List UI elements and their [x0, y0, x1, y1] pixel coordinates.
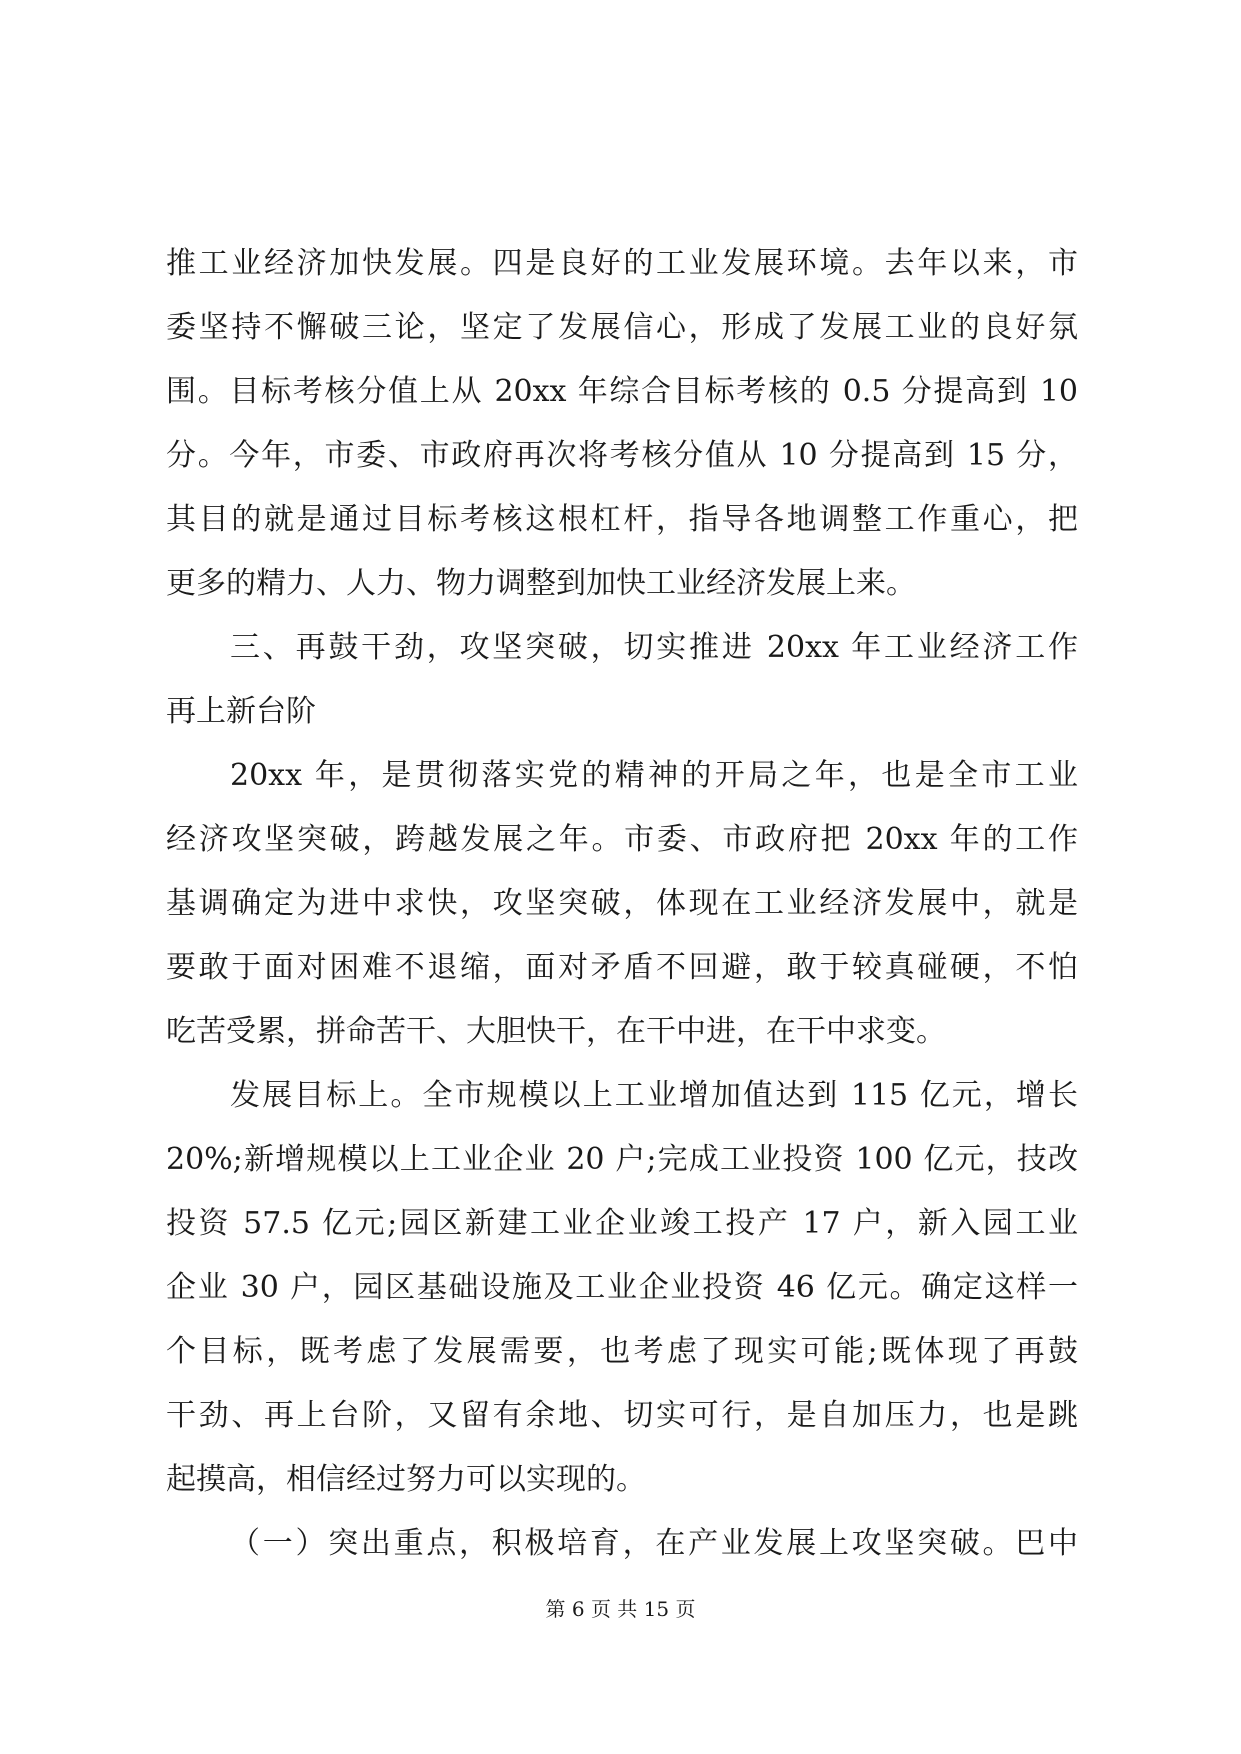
- page-number: 第 6 页 共 15 页: [545, 1597, 696, 1621]
- text-line: 干劲、再上台阶，又留有余地、切实可行，是自加压力，也是跳: [166, 1398, 1078, 1433]
- text-line: 要敢于面对困难不退缩，面对矛盾不回避，敢于较真碰硬，不怕: [166, 950, 1078, 985]
- text-line: 推工业经济加快发展。四是良好的工业发展环境。去年以来，市: [166, 246, 1078, 281]
- text-line: 委坚持不懈破三论，坚定了发展信心，形成了发展工业的良好氛: [166, 310, 1078, 345]
- section-heading-line: 再上新台阶: [166, 694, 316, 729]
- text-line: 其目的就是通过目标考核这根杠杆，指导各地调整工作重心，把: [166, 502, 1078, 537]
- text-line: 经济攻坚突破，跨越发展之年。市委、市政府把 20xx 年的工作: [166, 822, 1078, 857]
- text-line: 分。今年，市委、市政府再次将考核分值从 10 分提高到 15 分，: [166, 438, 1078, 473]
- text-line: 吃苦受累，拼命苦干、大胆快干，在干中进，在干中求变。: [166, 1014, 946, 1049]
- text-line: 20%;新增规模以上工业企业 20 户;完成工业投资 100 亿元，技改: [166, 1142, 1078, 1177]
- body-text: [166, 232, 1078, 1576]
- text-line: 投资 57.5 亿元;园区新建工业企业竣工投产 17 户，新入园工业: [166, 1206, 1078, 1241]
- text-line: 围。目标考核分值上从 20xx 年综合目标考核的 0.5 分提高到 10: [166, 374, 1078, 409]
- text-line: 个目标，既考虑了发展需要，也考虑了现实可能;既体现了再鼓: [166, 1334, 1078, 1369]
- text-line: 企业 30 户，园区基础设施及工业企业投资 46 亿元。确定这样一: [166, 1270, 1078, 1305]
- text-line: 起摸高，相信经过努力可以实现的。: [166, 1462, 646, 1497]
- text-line: 发展目标上。全市规模以上工业增加值达到 115 亿元，增长: [230, 1078, 1078, 1113]
- section-heading-line: 三、再鼓干劲，攻坚突破，切实推进 20xx 年工业经济工作: [230, 630, 1078, 665]
- text-line: （一）突出重点，积极培育，在产业发展上攻坚突破。巴中: [230, 1526, 1078, 1561]
- text-line: 20xx 年，是贯彻落实党的精神的开局之年，也是全市工业: [230, 758, 1078, 793]
- text-line: 更多的精力、人力、物力调整到加快工业经济发展上来。: [166, 566, 916, 601]
- text-line: 基调确定为进中求快，攻坚突破，体现在工业经济发展中，就是: [166, 886, 1078, 921]
